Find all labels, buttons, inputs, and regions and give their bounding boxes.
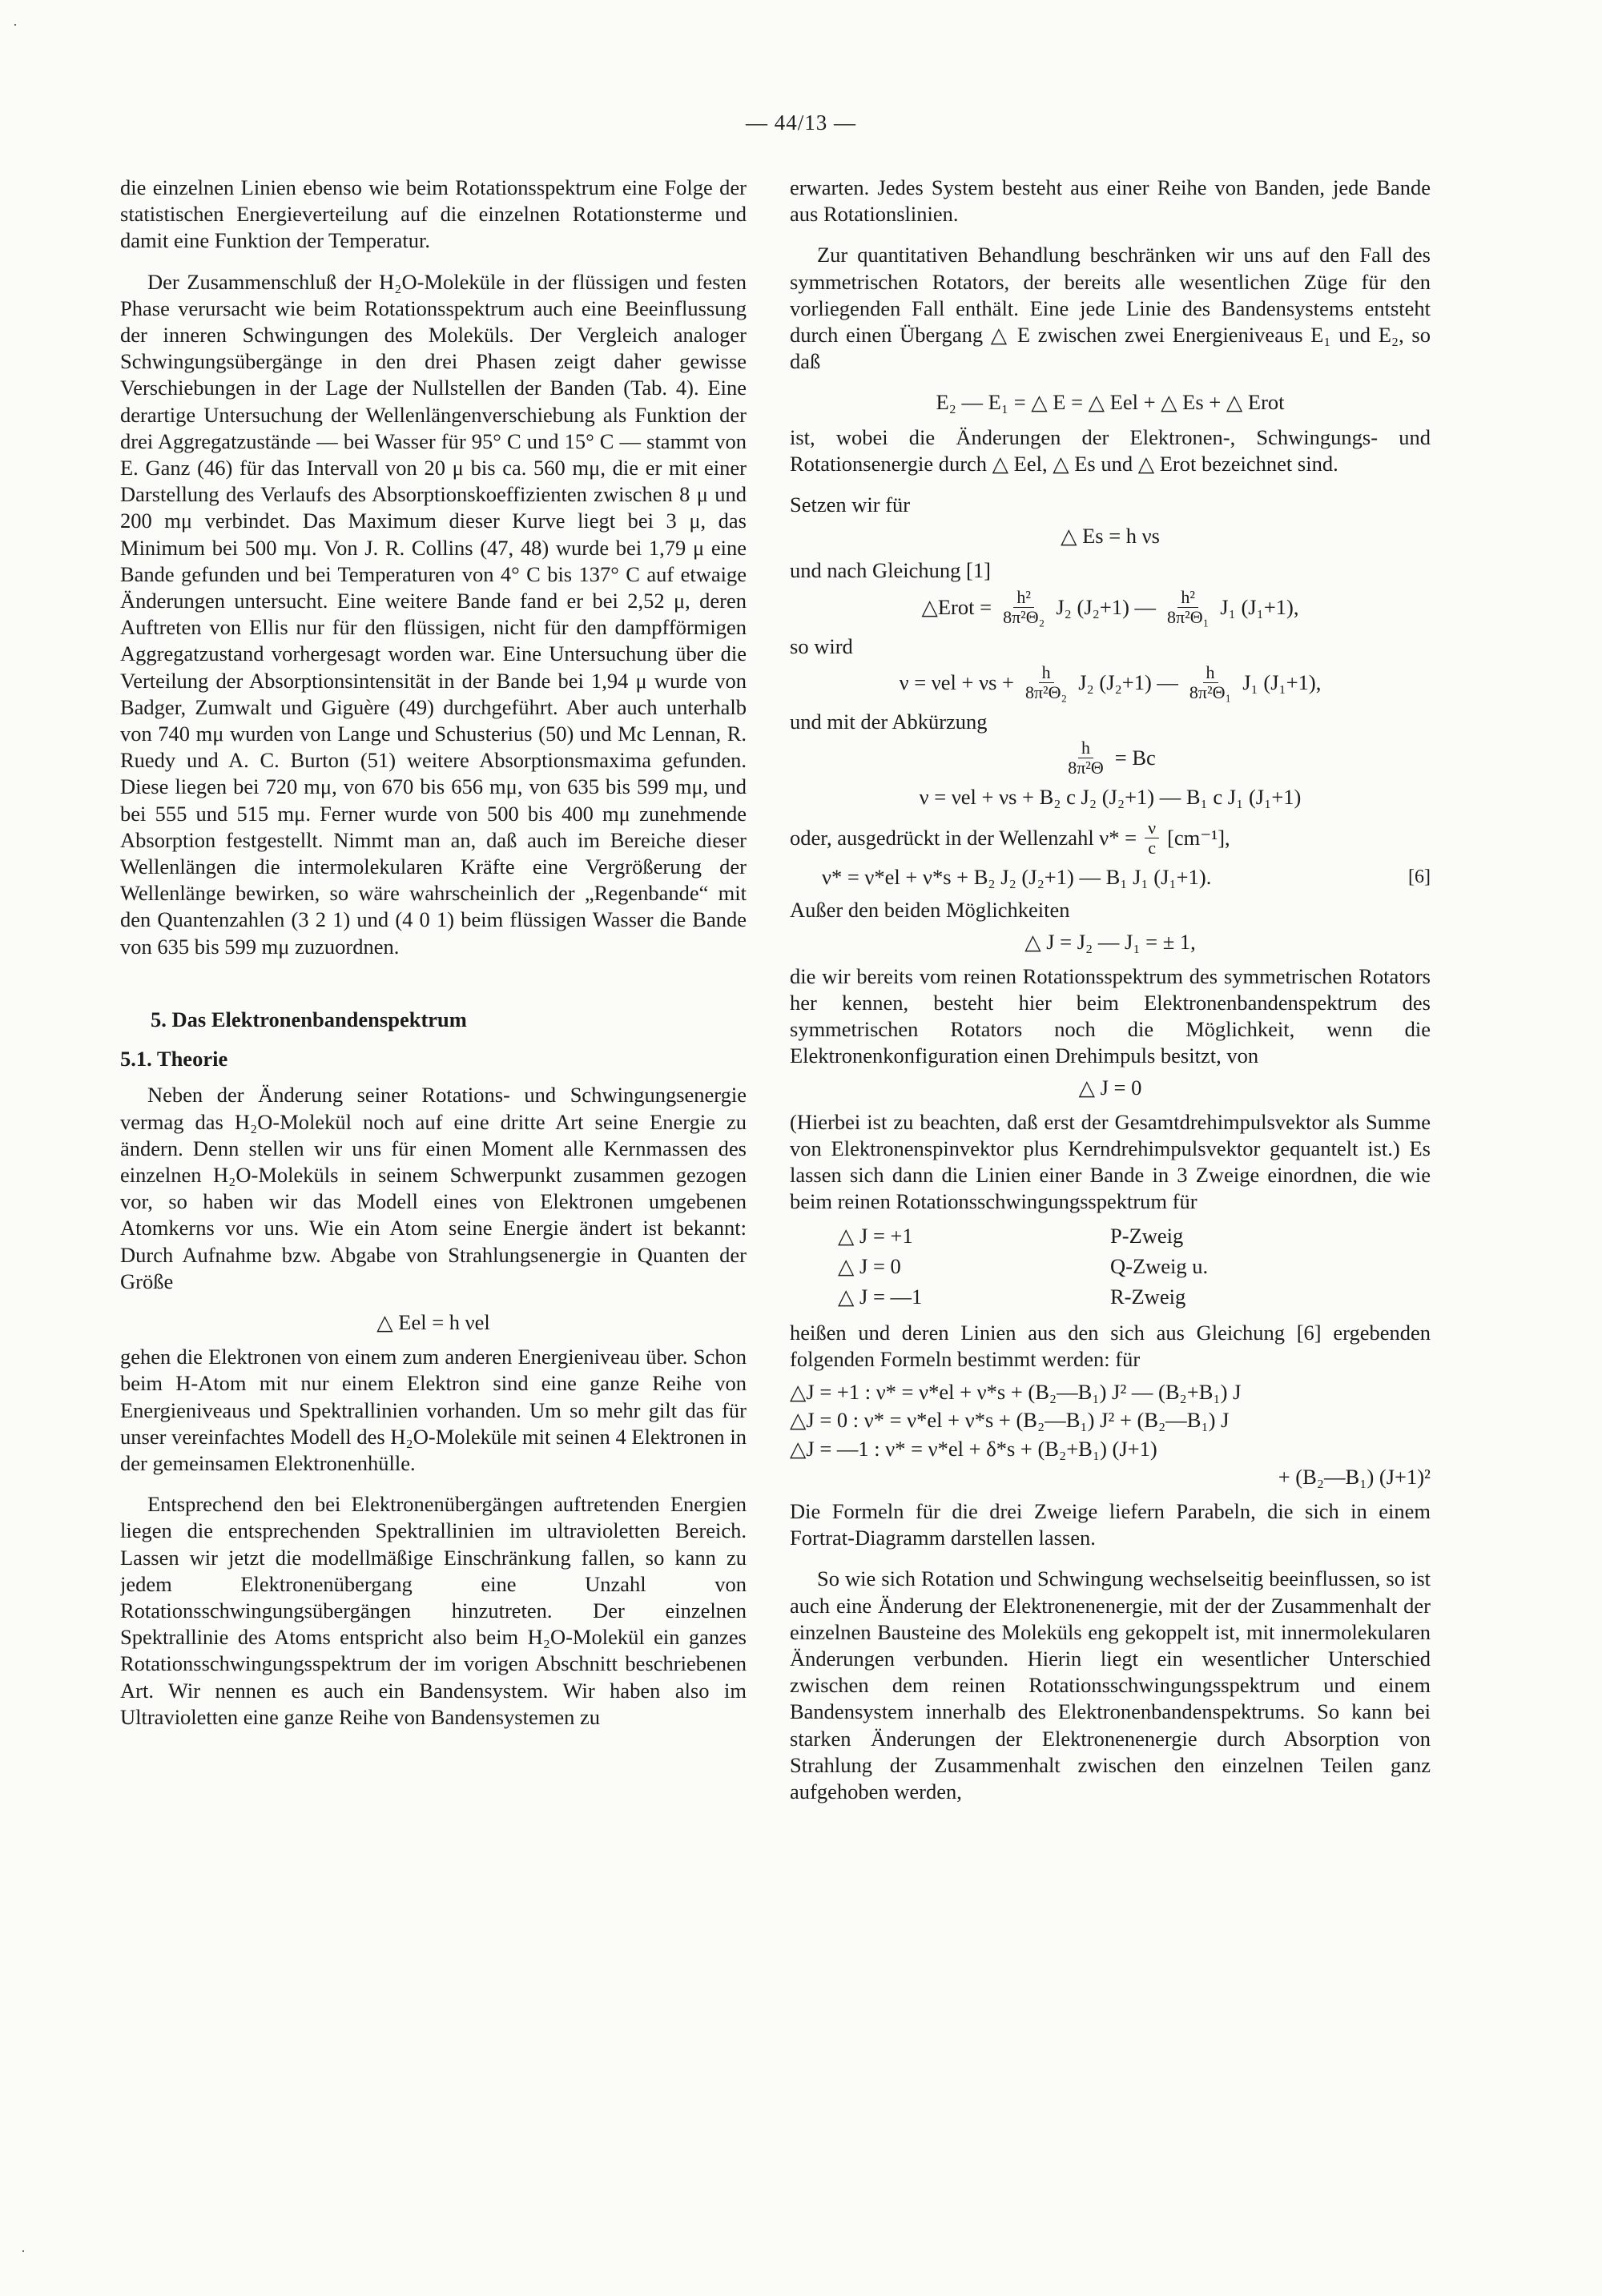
right-paragraph-3: ist, wobei die Änderungen der Elektronen-, Schwingungs- und Rotationsenergie durch △ Eel, △ Es und △ Erot bezeichnet sind. bbox=[790, 424, 1431, 476]
right-paragraph-13: Die Formeln für die drei Zweige liefern Parabeln, die sich in einem Fortrat-Diagramm darstellen lassen. bbox=[790, 1498, 1431, 1550]
formula-q-branch: △J = 0 : ν* = ν*el + ν*s + (B₂—B₁) J² + (B₂—B₁) J bbox=[790, 1408, 1230, 1433]
equation-frequency bbox=[790, 663, 1431, 702]
right-paragraph-7: und mit der Abkürzung bbox=[790, 709, 988, 734]
scan-speck bbox=[14, 24, 16, 26]
frac-den: 8π²Θ₁ bbox=[1167, 606, 1210, 627]
fraction-h-theta1 bbox=[1186, 663, 1234, 702]
page-number: — 44/13 — bbox=[745, 111, 856, 135]
eq4-term1: J₂ (J₂+1) — bbox=[1078, 669, 1178, 694]
branch-eq: △ J = +1 bbox=[838, 1223, 913, 1248]
left-paragraph-4: gehen die Elektronen von einem zum anderen Energieniveau über. Schon beim H-Atom mit nur einem Elektron sind eine ganze Reihe von Energieniveaus und Spektrallinien vorhanden. Um so mehr gilt das für unser vereinfachtes Modell des H₂O-Moleküle mit seinen 4 Elektronen in der gemeinsamen Elektronenhülle. bbox=[120, 1345, 747, 1475]
left-column bbox=[120, 175, 747, 2257]
right-column bbox=[790, 175, 1431, 2265]
equation-electron-energy: △ Eel = h νel bbox=[376, 1309, 490, 1334]
left-paragraph-5: Entsprechend den bei Elektronenübergängen auftretenden Energien liegen die entsprechenden Spektrallinien im ultravioletten Bereich. Lassen wir jetzt die modellmäßige Einschränkung fallen, so kann zu jedem Elektronenübergang eine Unzahl von Rotationsschwingungsübergängen hinzutreten. Der einzelnen Spektrallinie des Atoms entspricht also beim H₂O-Molekül ein ganzes Rotationsschwingungsspektrum der im vorigen Abschnitt beschriebenen Art. Wir nennen es auch ein Bandensystem. Wir haben also im Ultravioletten eine ganze Reihe von Bandensystemen zu bbox=[120, 1492, 747, 1729]
equation-6-body: ν* = ν*el + ν*s + B₂ J₂ (J₂+1) — B₁ J₁ (J₁+1). bbox=[822, 865, 1212, 890]
frac-den: 8π²Θ₂ bbox=[1003, 606, 1045, 627]
equation-vibration: △ Es = h νs bbox=[1061, 524, 1160, 549]
formula-r-branch-cont: + (B₂—B₁) (J+1)² bbox=[1278, 1464, 1431, 1489]
left-paragraph-1: die einzelnen Linien ebenso wie beim Rotationsspektrum eine Folge der statistischen Energieverteilung auf die einzelnen Rotationsterme und damit eine Funktion der Temperatur. bbox=[120, 175, 747, 253]
eq3-lhs: △Erot = bbox=[921, 594, 992, 619]
frac-num: h bbox=[1039, 663, 1054, 683]
left-paragraph-3: Neben der Änderung seiner Rotations- und Schwingungsenergie vermag das H₂O-Molekül noch auf eine dritte Art seine Energie zu ändern. Denn stellen wir uns für einen Moment alle Kernmassen des einzelnen H₂O-Moleküls in seinem Schwerpunkt zusammen gezogen vor, so haben wir das Modell eines von Elektronen umgebenen Atomkerns vor uns. Wie ein Atom seine Energie ändert ist bekannt: Durch Aufnahme bzw. Abgabe von Strahlungsenergie in Quanten der Größe bbox=[120, 1083, 747, 1293]
equation-6-label: [6] bbox=[1408, 867, 1431, 888]
frac-num: ν bbox=[1145, 818, 1159, 838]
eq4-term2: J₁ (J₁+1), bbox=[1242, 669, 1322, 694]
frac-den: 8π²Θ₂ bbox=[1024, 682, 1068, 702]
frac-num: h bbox=[1078, 738, 1093, 758]
fraction-nu-c bbox=[1145, 818, 1159, 858]
formula-p-branch: △J = +1 : ν* = ν*el + ν*s + (B₂—B₁) J² — (B₂+B₁) J bbox=[790, 1380, 1242, 1405]
subsection-heading: 5.1. Theorie bbox=[120, 1047, 228, 1072]
fraction-h-theta2 bbox=[1022, 663, 1070, 702]
right-paragraph-2: Zur quantitativen Behandlung beschränken wir uns auf den Fall des symmetrischen Rotators, der bereits alle wesentlichen Züge für den vorliegenden Fall enthält. Eine jede Linie des Bandensystems entsteht durch einen Übergang △ E zwischen zwei Energieniveaus E₁ und E₂, so daß bbox=[790, 243, 1431, 374]
right-paragraph-12: heißen und deren Linien aus den sich aus Gleichung [6] ergebenden folgenden Formeln bestimmt werden: für bbox=[790, 1320, 1431, 1371]
right-paragraph-4: Setzen wir für bbox=[790, 493, 911, 517]
eq4-lhs: ν = νel + νs + bbox=[899, 669, 1014, 694]
fraction-h-theta bbox=[1065, 738, 1107, 778]
frac-den: 8π²Θ₁ bbox=[1189, 682, 1232, 702]
wavenumber-line bbox=[790, 818, 1431, 858]
branch-eq: △ J = 0 bbox=[838, 1253, 901, 1278]
branch-name: R-Zweig bbox=[1110, 1284, 1186, 1309]
equation-energy-sum: E₂ — E₁ = △ E = △ Eel + △ Es + △ Erot bbox=[936, 390, 1285, 415]
right-paragraph-11: (Hierbei ist zu beachten, daß erst der Gesamtdrehimpulsvektor als Summe von Elektronenspinvektor plus Kerndrehimpulsvektor gequantelt ist.) Es lassen sich dann die Linien einer Bande in 3 Zweige einordnen, die wie beim reinen Rotationsschwingungsspektrum für bbox=[790, 1109, 1431, 1214]
branch-name: P-Zweig bbox=[1110, 1223, 1184, 1248]
frac-num: h bbox=[1203, 663, 1218, 683]
branch-name: Q-Zweig u. bbox=[1110, 1253, 1209, 1278]
branch-table bbox=[838, 1220, 1431, 1312]
equation-selection-rule: △ J = J₂ — J₁ = ± 1, bbox=[1024, 929, 1196, 954]
frac-den: 8π²Θ bbox=[1068, 758, 1104, 778]
scan-speck bbox=[22, 2250, 24, 2252]
right-paragraph-1: erwarten. Jedes System besteht aus einer Reihe von Banden, jede Bande aus Rotationslinien. bbox=[790, 175, 1431, 227]
equation-rotation-energy bbox=[790, 588, 1431, 627]
eq3-term1: J₂ (J₂+1) — bbox=[1056, 594, 1157, 619]
equation-frequency-b: ν = νel + νs + B₂ c J₂ (J₂+1) — B₁ c J₁ (J₁+1) bbox=[919, 785, 1302, 810]
equation-6 bbox=[790, 864, 1431, 891]
formula-r-branch: △J = —1 : ν* = ν*el + δ*s + (B₂+B₁) (J+1) bbox=[790, 1436, 1157, 1461]
p8-text: oder, ausgedrückt in der Wellenzahl ν* = bbox=[790, 826, 1137, 850]
fraction-h2-theta1 bbox=[1164, 588, 1212, 627]
left-paragraph-2: Der Zusammenschluß der H₂O-Moleküle in der flüssigen und festen Phase verursacht wie beim Rotationsspektrum auch eine Beeinflussung der inneren Schwingungen des Moleküls. Der Vergleich analoger Schwingungsübergänge in den drei Phasen zeigt daher gewisse Verschiebungen in der Lage der Nullstellen der Banden (Tab. 4). Eine derartige Untersuchung der Wellenlängenverschiebung als Funktion der drei Aggregatzustände — bei Wasser für 95° C und 15° C — stammt von E. Ganz (46) für das Intervall von 20 μ bis ca. 560 mμ, die er mit einer Darstellung des Verlaufs des Absorptionskoeffizienten zwischen 8 μ und 200 mμ verbindet. Das Maximum dieser Kurve liegt bei 3 μ, das Minimum bei 500 mμ. Von J. R. Collins (47, 48) wurde bei 1,79 μ eine Bande gefunden und bei Temperaturen von 4° C bis 137° C auf etwaige Änderungen untersucht. Eine weitere Bande fand er bei 2,52 μ, deren Auftreten von Ellis nur für den flüssigen, nicht für den dampfförmigen Aggregatzustand vorhergesagt worden war. Eine Untersuchung über die Verteilung der Absorptionsintensität in der Bande bei 1,94 μ wurde von Badger, Zumwalt und Giguère (49) durchgeführt. Aber auch unterhalb von 740 mμ wurden von Lange und Schusterius (50) und Mc Lennan, R. Ruedy und A. C. Burton (51) weitere Absorptionsmaxima gefunden. Diese liegen bei 720 mμ, von 670 bis 656 mμ, von 635 bis 599 mμ, und bei 555 und 515 mμ. Ferner wurde von 500 bis 400 mμ zunehmende Absorption festgestellt. Nimmt man an, daß auch im Bereiche dieser Wellenlängen die intermolekularen Kräfte eine Vergrößerung der Wellenlänge bewirken, so wäre wahrscheinlich der „Regenbande“ mit den Quantenzahlen (3 2 1) und (4 0 1) beim flüssigen Wasser die Bande von 635 bis 599 mμ zuzuordnen. bbox=[120, 269, 747, 959]
section-heading: 5. Das Elektronenbandenspektrum bbox=[151, 1007, 467, 1031]
frac-num: h² bbox=[1177, 588, 1198, 608]
right-paragraph-9: Außer den beiden Möglichkeiten bbox=[790, 898, 1070, 923]
p8-unit: [cm⁻¹], bbox=[1167, 826, 1230, 850]
fraction-h2-theta2 bbox=[1000, 588, 1048, 627]
right-paragraph-10: die wir bereits vom reinen Rotationsspektrum des symmetrischen Rotators her kennen, besteht hier beim Elektronenbandenspektrum des symmetrischen Rotators noch die Möglichkeit, wenn die Elektronenkonfiguration einen Drehimpuls besitzt, von bbox=[790, 963, 1431, 1068]
eq3-term2: J₁ (J₁+1), bbox=[1220, 594, 1299, 619]
frac-num: h² bbox=[1013, 588, 1034, 608]
branch-formulas bbox=[790, 1379, 1431, 1490]
equation-delta-j-zero: △ J = 0 bbox=[1078, 1075, 1142, 1100]
right-paragraph-14: So wie sich Rotation und Schwingung wechselseitig beeinflussen, so ist auch eine Änderung der Elektronenenergie, mit der der Zusammenhalt der einzelnen Bausteine des Moleküls eng gekoppelt ist, mit innermolekularen Änderungen verbunden. Hierin liegt ein wesentlicher Unterschied zwischen dem reinen Rotationsschwingungsspektrum und einem Bandensystem innerhalb des Elektronenbandenspektrums. So kann bei starken Änderungen der Elektronenenergie durch Absorption von Strahlung der Zusammenhalt zwischen den einzelnen Teilen ganz aufgehoben werden, bbox=[790, 1566, 1431, 1803]
eq5-rhs: = Bc bbox=[1114, 745, 1156, 770]
right-paragraph-6: so wird bbox=[790, 633, 853, 658]
frac-den: c bbox=[1148, 838, 1156, 858]
branch-eq: △ J = —1 bbox=[838, 1284, 923, 1309]
right-paragraph-5: und nach Gleichung [1] bbox=[790, 558, 991, 583]
equation-abbreviation bbox=[790, 738, 1431, 778]
